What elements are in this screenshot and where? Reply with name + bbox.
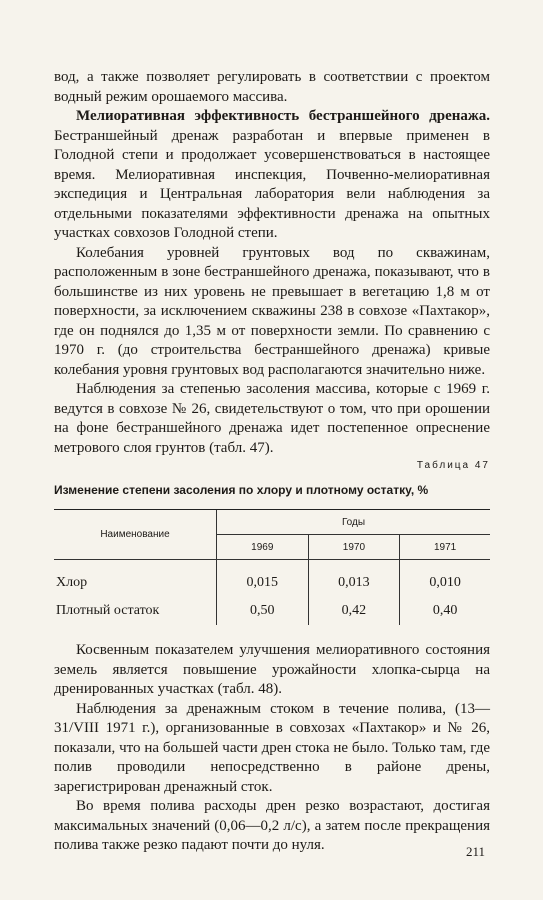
cell-value: 0,010 bbox=[400, 560, 490, 598]
table-row bbox=[54, 560, 490, 598]
page-number: 211 bbox=[466, 844, 486, 859]
section-heading: Мелиоративная эффективность бестраншейного дренажа. bbox=[76, 108, 490, 124]
paragraph: Во время полива расходы дрен резко возрастают, достигая максимальных значений (0,06—0,2 л/с), а затем после прекращения полива также резко падают почти до нуля. bbox=[54, 798, 490, 853]
header-name: Наименование bbox=[54, 510, 217, 560]
table-caption: Изменение степени засоления по хлору и плотному остатку, % bbox=[54, 483, 429, 497]
paragraph bbox=[54, 107, 490, 244]
table-row bbox=[54, 597, 490, 625]
paragraph: Колебания уровней грунтовых вод по скважинам, расположенным в зоне бестраншейного дренажа, показывают, что в большинстве из них уровень не превышает в вегетацию 1,8 м от поверхности, за исключением скважины 238 в совхозе «Пахтакор», где он поднялся до 1,35 м от поверхности земли. По сравнению с 1970 г. (до строительства бестраншейного дренажа) кривые колебания уровня грунтовых вод располагаются значительно ниже. bbox=[54, 244, 490, 378]
cell-value: 0,013 bbox=[308, 560, 400, 598]
header-years: Годы bbox=[217, 510, 491, 535]
header-year: 1969 bbox=[217, 535, 309, 560]
paragraph: Наблюдения за дренажным стоком в течение полива, (13—31/VIII 1971 г.), организованные в совхозах «Пахтакор» и № 26, показали, что на большей части дрен стока не было. Только там, где полив проводили непосредственно в районе дрены, зарегистрирован дренажный сток. bbox=[54, 700, 490, 795]
row-name: Хлор bbox=[56, 575, 88, 590]
salinity-table bbox=[54, 509, 490, 625]
header-year: 1970 bbox=[308, 535, 400, 560]
page-body bbox=[54, 68, 490, 856]
cell-value: 0,40 bbox=[400, 597, 490, 625]
table-number: Таблица 47 bbox=[416, 460, 490, 471]
paragraph-text: Бестраншейный дренаж разработан и впервые применен в Голодной степи и продолжает усовершенствоваться в настоящее время. Мелиоративная инспекция, Почвенно-мелиоративная экспедиция и Центральная лаборатория вели наблюдения за отдельными показателями эффективности дренажа на опытных участках совхозов Голодной степи. bbox=[54, 127, 490, 241]
cell-value: 0,42 bbox=[308, 597, 400, 625]
paragraph: Косвенным показателем улучшения мелиоративного состояния земель является повышение урожайности хлопка-сырца на дренированных участках (табл. 48). bbox=[54, 642, 490, 697]
cell-value: 0,50 bbox=[217, 597, 309, 625]
paragraph: Наблюдения за степенью засоления массива, которые с 1969 г. ведутся в совхозе № 26, свидетельствуют о том, что при орошении на фоне бестраншейного дренажа идет постепенное опреснение метрового слоя грунтов (табл. 47). bbox=[54, 381, 490, 456]
cell-value: 0,015 bbox=[217, 560, 309, 598]
paragraph: вод, а также позволяет регулировать в соответствии с проектом водный режим орошаемого массива. bbox=[54, 69, 490, 105]
row-name: Плотный остаток bbox=[56, 603, 160, 618]
header-year: 1971 bbox=[400, 535, 490, 560]
